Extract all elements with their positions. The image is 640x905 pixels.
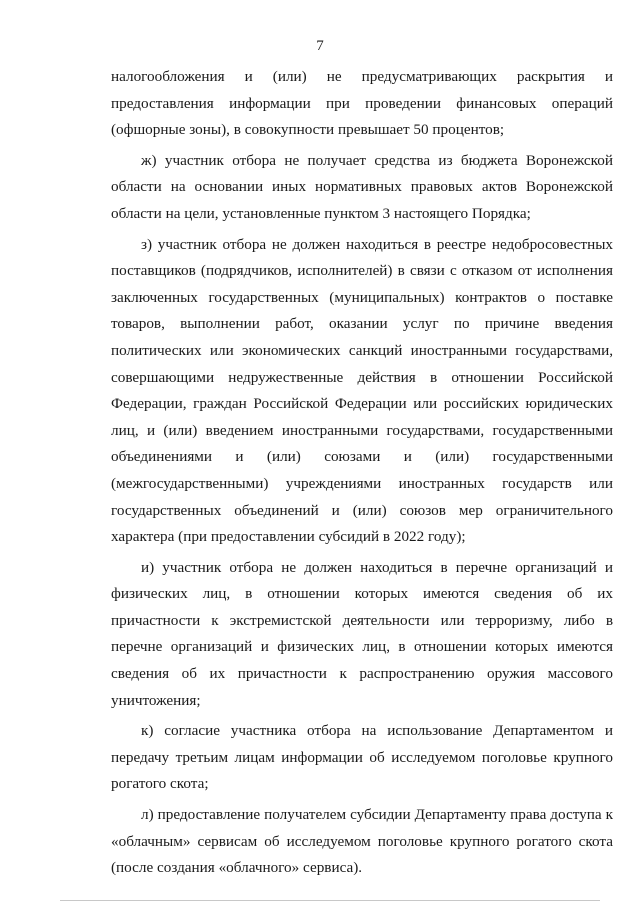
document-body (111, 64, 613, 886)
paragraph-i: и) участник отбора не должен находиться в перечне организаций и физических лиц, в отношении которых имеются сведения об их причастности к экстремистской деятельности или терроризму, либо в перечне организаций и физических лиц, в отношении которых имеются сведения об их причастности к распространению оружия массового уничтожения; (111, 558, 613, 709)
paragraph-l: л) предоставление получателем субсидии Департаменту права доступа к «облачным» сервисам об исследуемом поголовье крупного рогатого скота (после создания «облачного» сервиса). (111, 806, 613, 877)
page-number: 7 (316, 38, 324, 54)
paragraph-k: к) согласие участника отбора на использование Департаментом и передачу третьим лицам информации об исследуемом поголовье крупного рогатого скота; (111, 722, 613, 793)
paragraph-z: з) участник отбора не должен находиться в реестре недобросовестных поставщиков (подрядчиков, исполнителей) в связи с отказом от исполнения заключенных государственных (муниципальных) контрактов о поставке товаров, выполнении работ, оказании услуг по причине введения политических или экономических санкций иностранными государствами, совершающими недружественные действия в отношении Российской Федерации, граждан Российской Федерации или российских юридических лиц, и (или) введением иностранными государствами, государственными объединениями и (или) союзами и (или) государственными (межгосударственными) учреждениями иностранных государств или государственных объединений и (или) союзов мер ограничительного характера (при предоставлении субсидий в 2022 году); (111, 235, 613, 546)
scan-edge-line (60, 900, 600, 901)
paragraph-continuation: налогообложения и (или) не предусматривающих раскрытия и предоставления информации при проведении финансовых операций (офшорные зоны), в совокупности превышает 50 процентов; (111, 68, 613, 139)
paragraph-zh: ж) участник отбора не получает средства из бюджета Воронежской области на основании иных нормативных правовых актов Воронежской области на цели, установленные пунктом 3 настоящего Порядка; (111, 151, 613, 222)
